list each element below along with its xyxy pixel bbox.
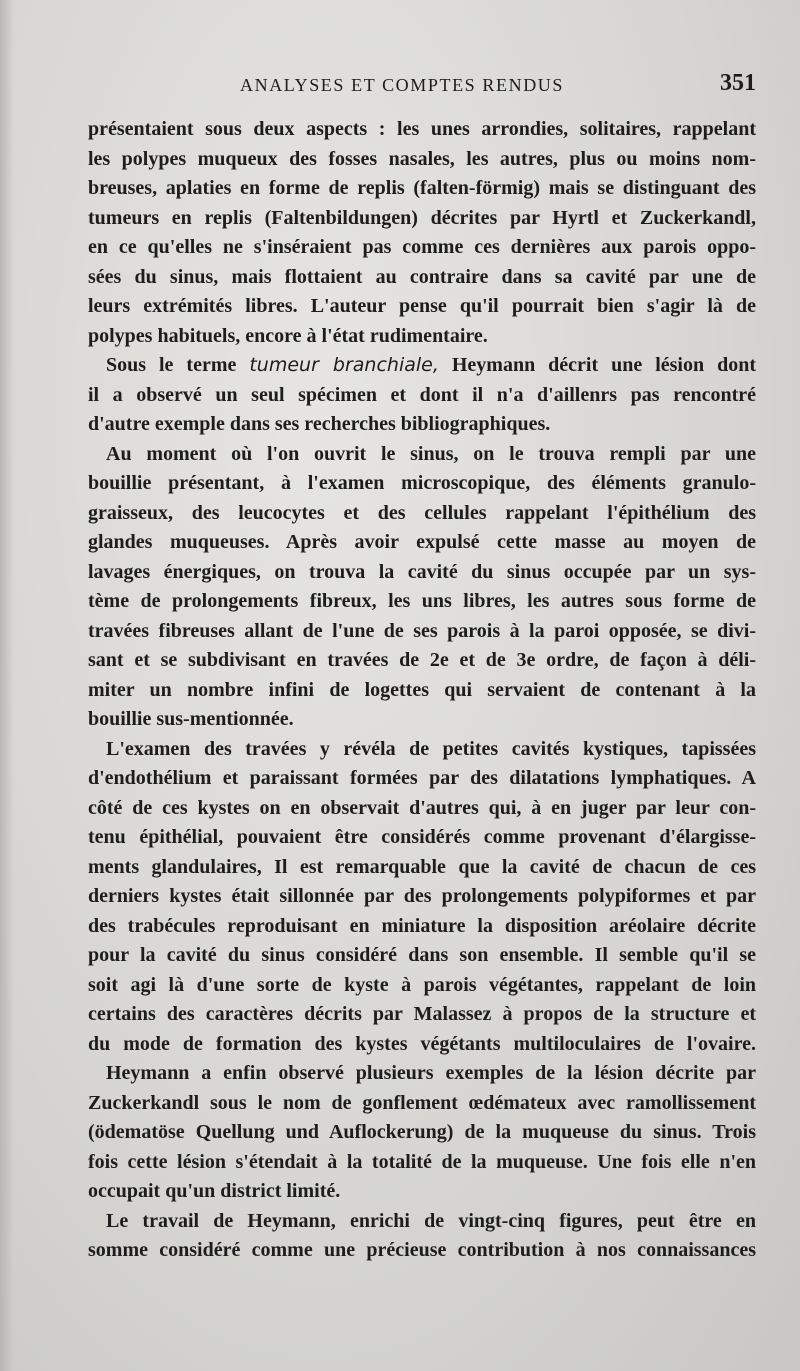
text-line: les polypes muqueux des fosses nasales, les autres, plus ou moins nom- [88,147,756,170]
text-line: derniers kystes était sillonnée par des prolongements polypiformes et par [88,885,756,907]
text-line: Zuckerkandl sous le nom de gonflement œdémateux avec ramollissement [88,1091,756,1114]
text-line: Sous le terme tumeur branchiale, Heymann décrit une lésion dont [106,354,756,376]
text-line: sées du sinus, mais flottaient au contraire dans sa cavité par une de [88,265,756,288]
body-text [88,115,756,1266]
text-line: présentaient sous deux aspects : les unes arrondies, solitaires, rappelant [88,118,756,140]
text-line: côté de ces kystes on en observait d'autres qui, à en juger par leur con- [88,796,756,819]
text-line: somme considéré comme une précieuse contribution à nos connaissances [88,1239,756,1261]
text-line: des trabécules reproduisant en miniature la disposition aréolaire décrite [88,914,756,937]
text-line: il a observé un seul spécimen et dont il n'a d'aillenrs pas rencontré [88,383,756,406]
text-line: certains des caractères décrits par Malassez à propos de la structure et [88,1003,756,1025]
page-number: 351 [720,70,756,96]
text-line: glandes muqueuses. Après avoir expulsé cette masse au moyen de [88,531,756,553]
text-line: travées fibreuses allant de l'une de ses parois à la paroi opposée, se divi- [88,619,756,642]
text-line: en ce qu'elles ne s'inséraient pas comme ces dernières aux parois oppo- [88,236,756,258]
text-line: polypes habituels, encore à l'état rudimentaire. [88,324,488,347]
text-line: tumeurs en replis (Faltenbildungen) décrites par Hyrtl et Zuckerkandl, [88,206,756,229]
text-line: L'examen des travées y révéla de petites cavités kystiques, tapissées [106,737,756,760]
text-line: Le travail de Heymann, enrichi de vingt-cinq figures, peut être en [106,1209,756,1232]
text-line: bouillie présentant, à l'examen microscopique, des éléments granulo- [88,472,756,494]
text-line: tème de prolongements fibreux, les uns libres, les autres sous forme de [88,590,756,612]
page-header [88,72,758,102]
text-line: Au moment où l'on ouvrit le sinus, on le trouva rempli par une [106,442,756,465]
text-line: (ödematöse Quellung und Auflockerung) de la muqueuse du sinus. Trois [88,1121,756,1143]
text-line: du mode de formation des kystes végétants multiloculaires de l'ovaire. [88,1032,756,1055]
text-line: Heymann a enfin observé plusieurs exemples de la lésion décrite par [106,1062,756,1084]
text-line: ments glandulaires, Il est remarquable que la cavité de chacun de ces [88,855,756,878]
text-line: leurs extrémités libres. L'auteur pense qu'il pourrait bien s'agir là de [88,295,756,317]
italic-term: tumeur branchiale, [249,354,439,376]
text-line: sant et se subdivisant en travées de 2e et de 3e ordre, de façon à déli- [88,649,756,671]
text-line: breuses, aplaties en forme de replis (falten-förmig) mais se distinguant des [88,177,756,199]
text-line: tenu épithélial, pouvaient être considérés comme provenant d'élargisse- [88,826,756,848]
text-line: d'endothélium et paraissant formées par des dilatations lymphatiques. A [88,767,756,789]
text-line: pour la cavité du sinus considéré dans son ensemble. Il semble qu'il se [88,944,756,966]
text-line: lavages énergiques, on trouva la cavité du sinus occupée par un sys- [88,560,756,583]
text-line: d'autre exemple dans ses recherches bibliographiques. [88,413,551,435]
text-line: graisseux, des leucocytes et des cellules rappelant l'épithélium des [88,501,756,524]
text-line: soit agi là d'une sorte de kyste à parois végétantes, rappelant de loin [88,973,756,996]
text-line: occupait qu'un district limité. [88,1180,341,1202]
text-line: miter un nombre infini de logettes qui servaient de contenant à la [88,678,756,701]
text-line: fois cette lésion s'étendait à la totalité de la muqueuse. Une fois elle n'en [88,1150,756,1173]
running-head: ANALYSES ET COMPTES RENDUS [240,75,565,95]
text-line: bouillie sus-mentionnée. [88,708,294,730]
page-shadow-edge [0,0,14,1371]
